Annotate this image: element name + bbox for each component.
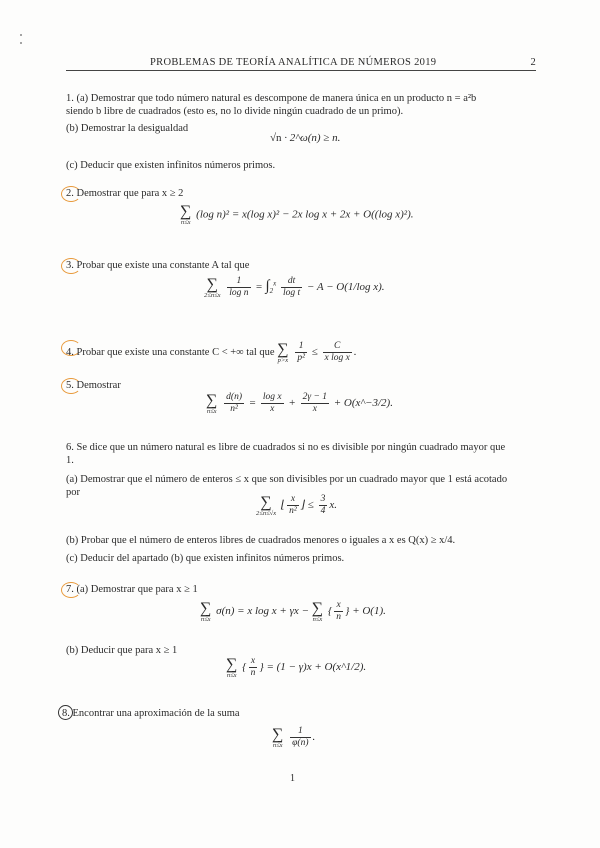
fraction: $\frac{1}{\text{log n}}$ [229,276,249,298]
fraction: $\frac{x}{n}$ [250,656,256,678]
problem-6-b: (b) Probar que el número de enteros libres de cuadrados menores o iguales a x es Q(x) ≥ x/4. [66,535,456,546]
problem-6: 6. Se dice que un número natural es libre de cuadrados si no es divisible por ningún cuadrado mayor que 1. [66,442,506,466]
margin-mark [20,34,22,36]
fraction: $\frac{d(n)}{\text{n²}}$ [226,392,242,414]
fraction: $\frac{\text{log x}}{x}$ [262,392,282,414]
problem-7-a: 7. (a) Demostrar que para x ≥ 1 [66,584,198,595]
problem-1-a-line2: siendo b libre de cuadrados (esto es, no lo divide ningún cuadrado de un primo). [66,106,404,117]
fraction: $\frac{x}{n}$ [336,600,342,622]
sum-symbol: ∑ n≤x [226,655,238,679]
sum-symbol: ∑ n≤x [206,391,218,415]
problem-6-c: (c) Deducir del apartado (b) que existen infinitos números primos. [66,553,345,564]
problem-6-a: (a) Demostrar que el número de enteros ≤ x que son divisibles por un cuadrado mayor que 1 está acotado por [66,474,508,498]
problem-8: 8. Encontrar una aproximación de la suma [62,708,240,719]
formula-5: ∑ n≤x $\frac{d(n)}{\text{n²}}$ = $\frac{\text{log x}}{x}$ + $\frac{2\gamma - 1}{x}$ + O(x^−3/2). [206,391,393,415]
sum-symbol: ∑ 2≤n≤x [204,275,221,299]
fraction: $\frac{2\gamma - 1}{x}$ [302,392,327,414]
header-page-number: 2 [530,57,536,68]
problem-1-c: (c) Deducir que existen infinitos números primos. [66,160,276,171]
fraction: $\frac{3}{4}$ [320,494,326,516]
problem-7-b: (b) Deducir que para x ≥ 1 [66,645,178,656]
formula-7a: ∑ n≤x σ(n) = x log x + γx − ∑ n≤x { $\frac{x}{n}$ } + O(1). [200,599,386,623]
sum-symbol: ∑ 2≤n≤√x [256,493,277,517]
formula-1b: √n · 2^ω(n) ≥ n. [270,132,341,144]
page-footer-number: 1 [290,773,295,784]
problem-1-a-line1: 1. (a) Demostrar que todo número natural es descompone de manera única en un producto n = a²b [66,93,477,104]
fraction: $\frac{1}{\text{p²}}$ [297,341,305,363]
sum-symbol: ∑ n≤x [272,725,284,749]
problem-1-a [66,92,476,118]
formula-7b: ∑ n≤x { $\frac{x}{n}$ } = (1 − γ)x + O(x^1/2). [226,655,367,679]
problem-4: 4. Probar que existe una constante C < +∞ tal que ∑ p>x $\frac{1}{\text{p²}}$ ≤ $\frac{C}{\text{x log x}}$ . [66,340,357,364]
fraction: $\frac{dt}{\text{log t}}$ [282,276,301,298]
problem-1-b: (b) Demostrar la desigualdad [66,123,189,134]
sum-symbol: ∑ p>x [277,340,289,364]
problem-5: 5. Demostrar [66,380,121,391]
sum-symbol: ∑ n≤x [200,599,212,623]
problem-2-text: 2. Demostrar que para x ≥ 2 [66,188,184,199]
page-header [66,57,536,71]
formula-2: ∑ n≤x (log n)² = x(log x)² − 2x log x + 2x + O((log x)²). [180,203,414,226]
fraction: $\frac{1}{\varphi(n)}$ [292,726,309,748]
problem-3: 3. Probar que existe una constante A tal que [66,260,250,271]
fraction: $\frac{x}{\text{n²}}$ [289,494,297,516]
formula-3: ∑ 2≤n≤x $\frac{1}{\text{log n}}$ = $\int_2^x$ $\frac{dt}{\text{log t}}$ − A − O(1/log x). [204,275,385,299]
formula-6a: ∑ 2≤n≤√x ⌊ $\frac{x}{\text{n²}}$ ⌋ ≤ $\frac{3}{4}$ x. [256,493,337,517]
header-title: PROBLEMAS DE TEORÍA ANALÍTICA DE NÚMEROS 2019 [150,57,437,68]
problem-2 [66,187,183,200]
margin-mark [20,42,22,44]
formula-8: ∑ n≤x $\frac{1}{\varphi(n)}$ . [272,725,316,749]
sum-symbol: ∑ n≤x [311,599,324,623]
fraction: $\frac{C}{\text{x log x}}$ [324,341,350,363]
sum-symbol: ∑ n≤x [180,203,192,226]
